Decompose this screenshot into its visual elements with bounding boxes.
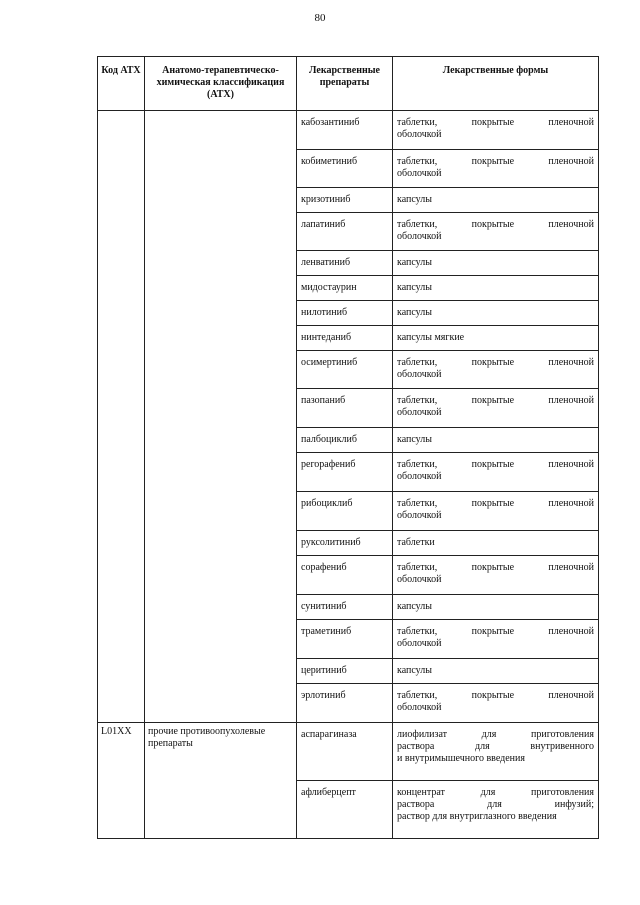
header-drugs: Лекарственные препараты [297,57,393,111]
header-forms: Лекарственные формы [393,57,599,111]
dosage-form-cell [393,556,599,595]
dosage-form-line: оболочкой [397,168,442,179]
drug-name-cell: пазопаниб [297,389,393,428]
drug-name-cell: осимертиниб [297,351,393,389]
drug-name-cell: церитиниб [297,659,393,684]
dosage-form-cell [393,389,599,428]
dosage-form-cell [393,213,599,251]
dosage-form-line: оболочкой [397,369,442,380]
dosage-form-line: и внутримышечного введения [397,753,525,764]
table-header-row [98,57,599,111]
dosage-form-line: оболочкой [397,231,442,242]
table-row [98,111,599,150]
dosage-form-line: оболочкой [397,471,442,482]
table-body [98,111,599,839]
dosage-form-cell [393,428,599,453]
dosage-form-line: раствора для внутривенного [397,741,594,752]
dosage-form-line: капсулы [397,282,432,293]
drug-name-cell: палбоциклиб [297,428,393,453]
dosage-form-cell [393,251,599,276]
drug-name-cell: рибоциклиб [297,492,393,531]
dosage-form-cell [393,150,599,188]
dosage-form-line: таблетки, покрытые пленочной [397,690,594,701]
drug-name-cell: регорафениб [297,453,393,492]
drug-name-cell: кризотиниб [297,188,393,213]
dosage-form-cell [393,301,599,326]
drug-name-cell: сорафениб [297,556,393,595]
dosage-form-line: оболочкой [397,129,442,140]
dosage-form-line: оболочкой [397,407,442,418]
dosage-form-line: таблетки, покрытые пленочной [397,219,594,230]
atc-classification-cell: прочие противоопухолевые препараты [145,723,297,839]
page-number: 80 [314,12,326,24]
drug-name-cell: сунитиниб [297,595,393,620]
drug-name-cell: эрлотиниб [297,684,393,723]
dosage-form-cell [393,453,599,492]
drug-name-cell: кабозантиниб [297,111,393,150]
dosage-form-line: капсулы [397,307,432,318]
dosage-form-line: лиофилизат для приготовления [397,729,594,740]
dosage-form-line: таблетки, покрытые пленочной [397,156,594,167]
dosage-form-cell [393,492,599,531]
dosage-form-cell [393,723,599,781]
dosage-form-line: капсулы [397,194,432,205]
dosage-form-line: капсулы [397,665,432,676]
dosage-form-cell [393,684,599,723]
dosage-form-line: раствора для инфузий; [397,799,594,810]
dosage-form-line: таблетки, покрытые пленочной [397,459,594,470]
dosage-form-cell [393,351,599,389]
dosage-form-line: таблетки, покрытые пленочной [397,117,594,128]
drug-name-cell: лапатиниб [297,213,393,251]
dosage-form-line: капсулы мягкие [397,332,465,343]
dosage-form-line: концентрат для приготовления [397,787,594,798]
table-row [98,723,599,781]
dosage-form-cell [393,595,599,620]
dosage-form-cell [393,620,599,659]
dosage-form-line: оболочкой [397,574,442,585]
drug-name-cell: нилотиниб [297,301,393,326]
atc-classification-cell [145,111,297,723]
dosage-form-cell [393,531,599,556]
dosage-form-line: таблетки, покрытые пленочной [397,498,594,509]
drug-name-cell: траметиниб [297,620,393,659]
header-classification: Анатомо-терапевтическо-химическая классификация (АТХ) [145,57,297,111]
dosage-form-line: оболочкой [397,638,442,649]
dosage-form-line: капсулы [397,601,432,612]
drug-name-cell: кобиметиниб [297,150,393,188]
dosage-form-line: капсулы [397,434,432,445]
drug-name-cell: аспарагиназа [297,723,393,781]
header-code: Код АТХ [98,57,145,111]
dosage-form-cell [393,326,599,351]
dosage-form-line: таблетки, покрытые пленочной [397,395,594,406]
dosage-form-cell [393,188,599,213]
dosage-form-line: оболочкой [397,510,442,521]
dosage-form-cell [393,111,599,150]
dosage-form-line: раствор для внутриглазного введения [397,811,557,822]
dosage-form-cell [393,659,599,684]
dosage-form-line: капсулы [397,257,432,268]
dosage-form-line: оболочкой [397,702,442,713]
drug-name-cell: нинтеданиб [297,326,393,351]
drug-name-cell: руксолитиниб [297,531,393,556]
atc-code-cell: L01XX [98,723,145,839]
drug-name-cell: ленватиниб [297,251,393,276]
dosage-form-line: таблетки [397,537,435,548]
drug-name-cell: афлиберцепт [297,781,393,839]
drug-table [97,56,599,839]
drug-name-cell: мидостаурин [297,276,393,301]
dosage-form-line: таблетки, покрытые пленочной [397,357,594,368]
atc-code-cell [98,111,145,723]
dosage-form-line: таблетки, покрытые пленочной [397,562,594,573]
dosage-form-cell [393,781,599,839]
dosage-form-cell [393,276,599,301]
dosage-form-line: таблетки, покрытые пленочной [397,626,594,637]
